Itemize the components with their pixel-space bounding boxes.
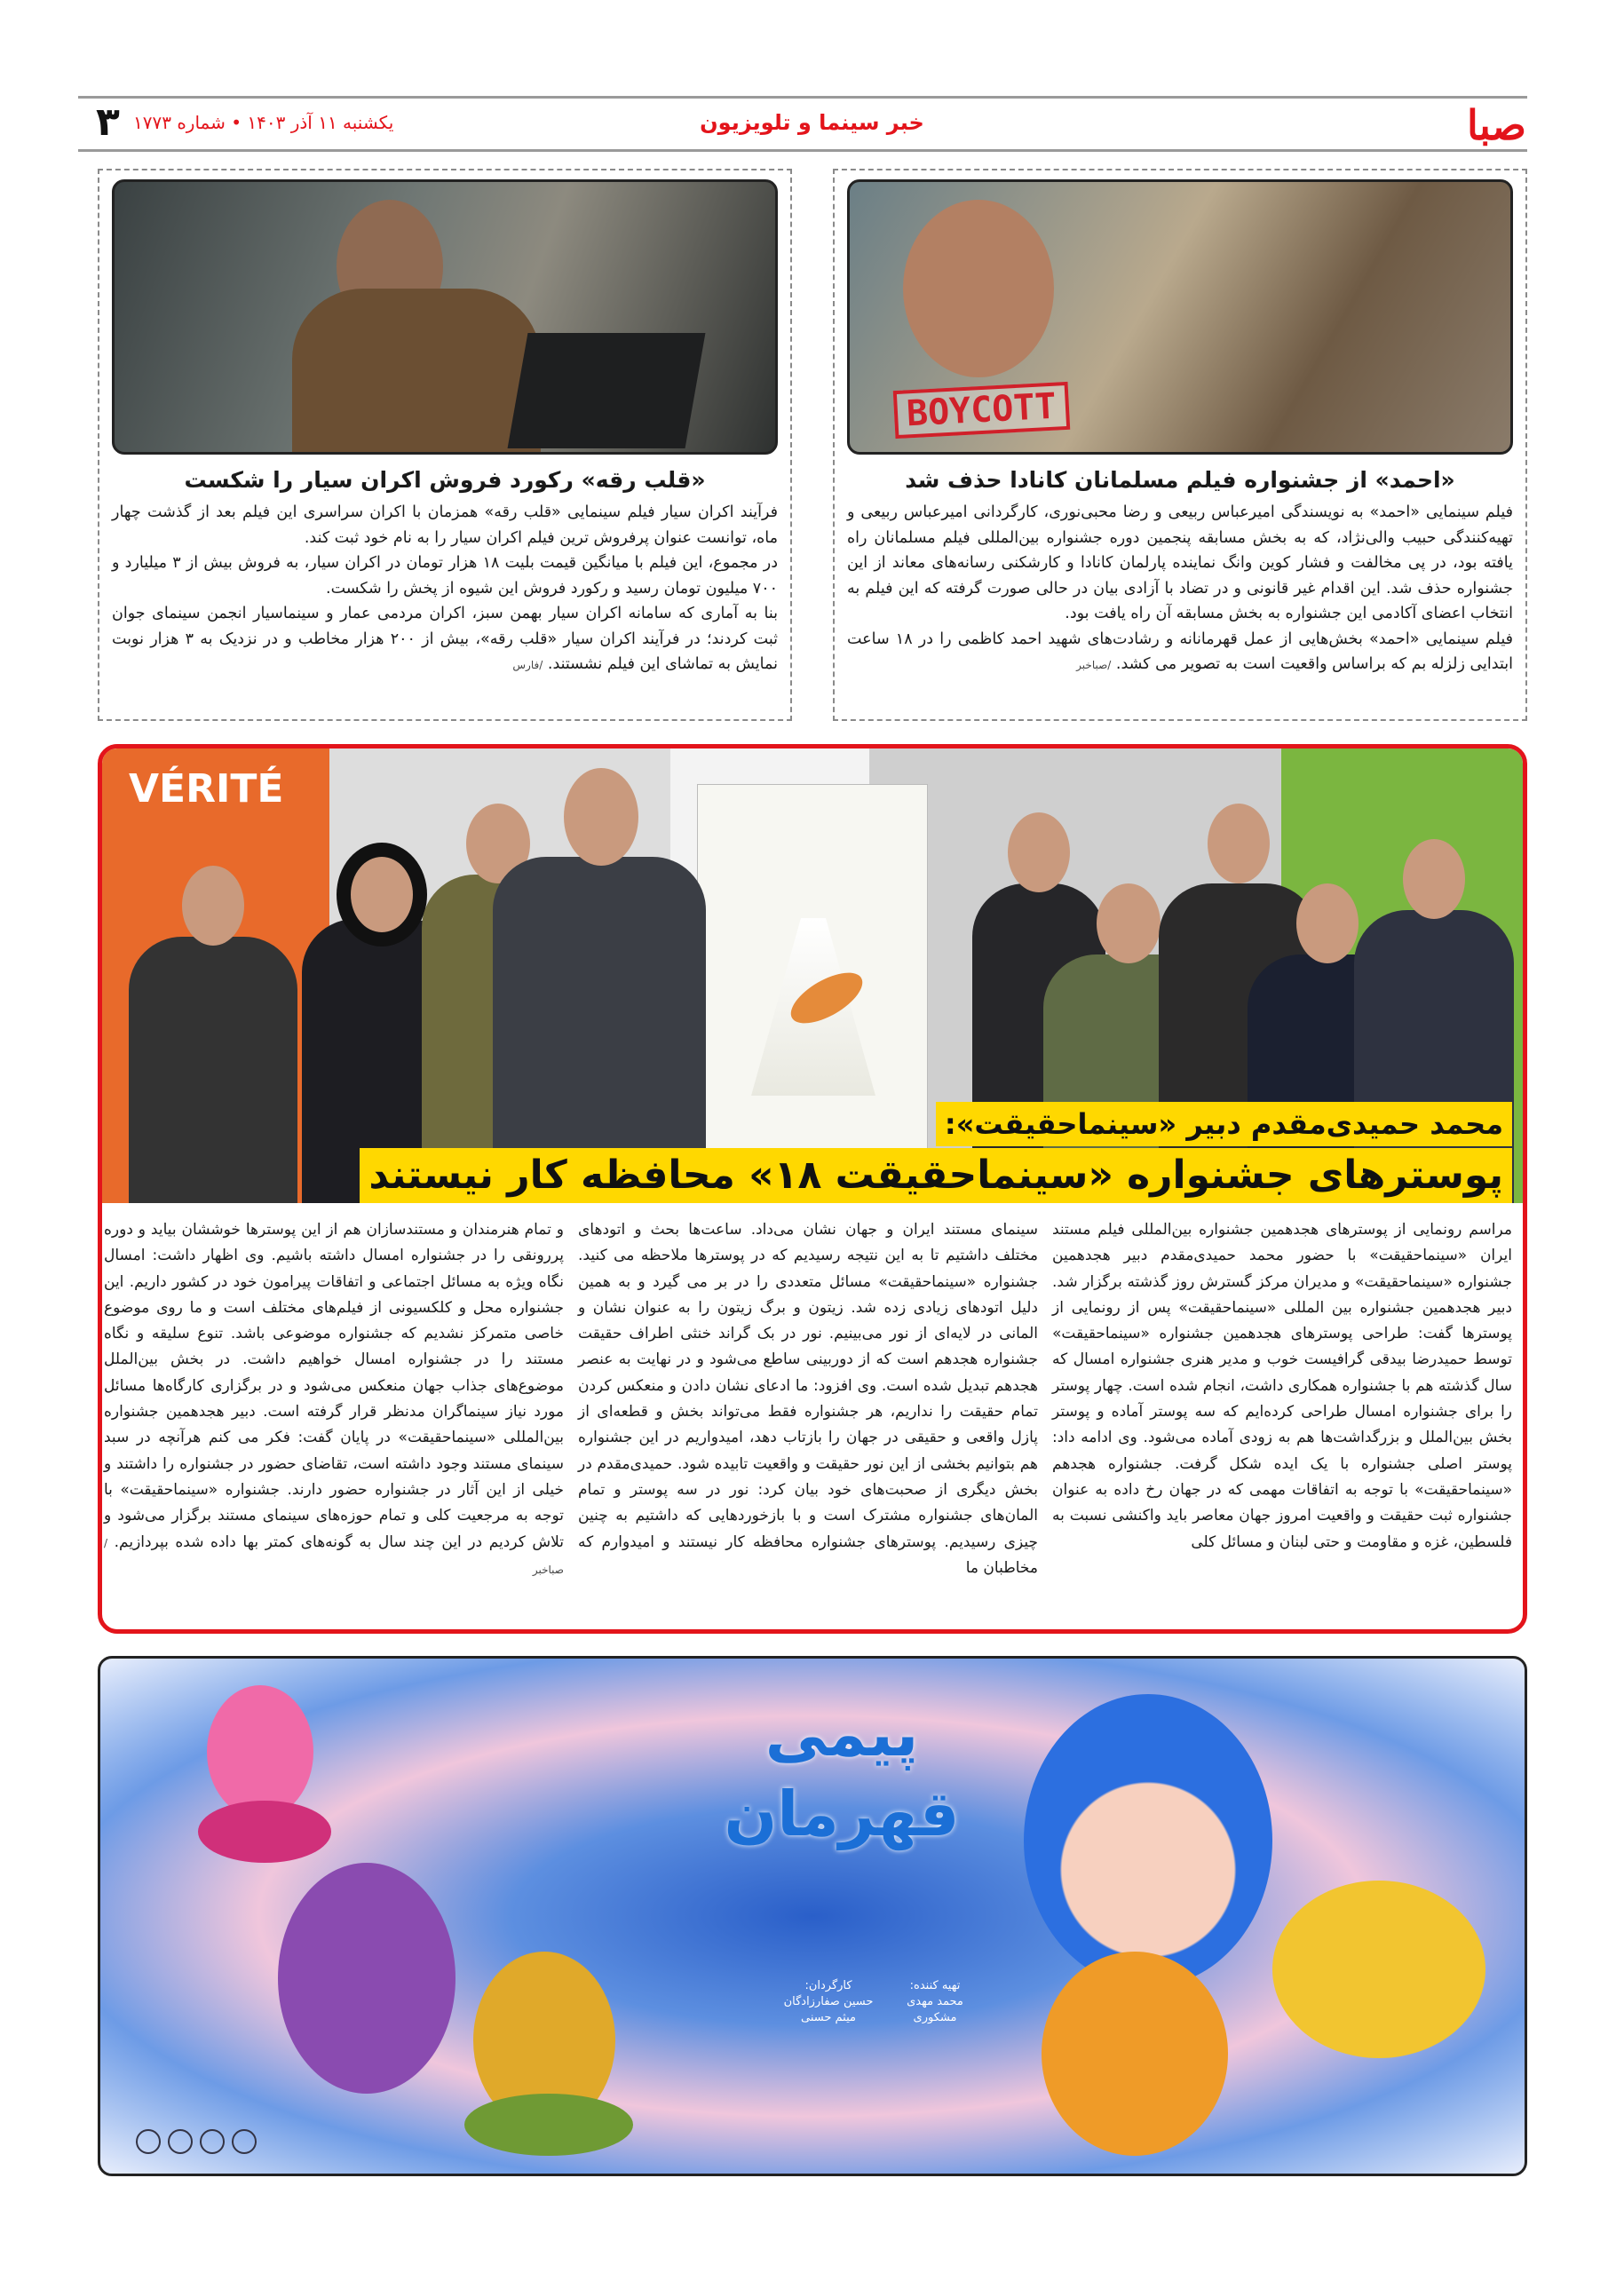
hoverboard — [464, 2094, 633, 2156]
page-number: ۳ — [96, 99, 120, 145]
poster-title-logo: پیمی قهرمان — [724, 1698, 960, 1850]
actor-body — [292, 289, 541, 455]
sponsor-logos — [136, 2129, 269, 2156]
section-title: خبر سینما و تلویزیون — [700, 110, 924, 135]
producer-credit: تهیه کننده: محمد مهدی مشکوری — [907, 1979, 963, 2024]
article-source: /صباخبر — [104, 1536, 564, 1576]
feature-article — [98, 744, 1527, 1634]
robot-vehicle — [1272, 1881, 1485, 2058]
header-top-rule — [78, 96, 1527, 99]
feature-column-1: مراسم رونمایی از پوسترهای هجدهمین جشنواره بین‌المللی فیلم مستند ایران «سینماحقیقت» با حضور محمد حمیدی‌مقدم دبیر هجدهمین جشنواره «سینماحقیقت» و مدیران مرکز گسترش روز گذشته برگزار شد. دبیر هجدهمین جشنواره بین المللی «سینماحقیقت» پس از رونمایی از پوسترها گفت: طراحی پوسترهای هجدهمین جشنواره «سینماحقیقت» توسط حمیدرضا بیدقی گرافیست خوب و مدیر هنری جشنواره امسال که سال گذشته هم با جشنواره همکاری داشت، انجام شده است. چهار پوستر را برای جشنواره امسال طراحی کرده‌ایم که سه پوستر آماده و پوستر بخش بین‌الملل و بزرگداشت‌ها هم به زودی آماده می‌شود. وی ادامه داد: پوستر اصلی جشنواره با یک ایده شکل گرفت. جشنواره هجدهم «سینماحقیقت» با توجه به اتفاقات مهمی که در جهان رخ داده به عنوان جشنواره ثبت حقیقت و واقعیت امروز جهان معاصر باید واکنشی نسبت به فلسطین، غزه و مقاومت و حتی لبنان و مسائل کلی — [1052, 1221, 1512, 1551]
director-credit: کارگردان: حسین صفارزادگان میثم حسنی — [783, 1979, 874, 2024]
newspaper-logo[interactable]: صبا — [1467, 101, 1526, 149]
article-paragraph: فرآیند اکران سیار فیلم سینمایی «قلب رقه» همزمان با اکران سراسری این فیلم بعد از گذشت چهار ماه، توانست عنوان پرفروش ترین فیلم اکران سیار را به نام خود ثبت کند. — [112, 503, 778, 547]
festival-poster — [697, 784, 928, 1166]
article-ahmad — [833, 169, 1527, 721]
dateline: یکشنبه ۱۱ آذر ۱۴۰۳ • شماره ۱۷۷۳ — [133, 112, 394, 133]
article-ghalb-raghe — [98, 169, 792, 721]
article-paragraph: در مجموع، این فیلم با میانگین قیمت بلیت ۱۸ هزار تومان در اکران سیار، به فروش بیش از ۳ میلیارد و ۷۰۰ میلیون تومان رسید و رکورد فروش این شیوه از پخش را شکست. — [112, 554, 778, 598]
person — [129, 937, 297, 1203]
feature-headline: پوسترهای جشنواره «سینماحقیقت ۱۸» محافظه کار نیستند — [360, 1148, 1512, 1203]
article-paragraph: فیلم سینمایی «احمد» بخش‌هایی از عمل قهرمانانه و رشادت‌های شهید احمد کاظمی را در ۱۸ ساعت ابتدایی زلزله بم که براساس واقعیت است به تصویر می کشد. /صباخبر — [847, 630, 1513, 673]
boycott-stamp: BOYCOTT — [893, 382, 1070, 439]
article-source: /فارس — [512, 659, 543, 671]
article-source: /صباخبر — [1076, 659, 1112, 671]
feature-column-2: سینمای مستند ایران و جهان نشان می‌داد. ساعت‌ها بحث و اتودهای مختلف داشتیم تا به این نتیجه رسیدیم که در پوسترها ملاحظه می کنید. جشنواره «سینماحقیقت» مسائل متعددی را در بر می گیرد و به همین دلیل اتودهای زیادی زده شد. زیتون و برگ زیتون را به عنوان نشان و المانی در لایه‌ای از نور می‌بینیم. نور در بک گراند خنثی اطراف حقیقت جشنواره هجدهم است که از دوربینی ساطع می‌شود و در نهایت به عنصر هجدهم تبدیل شده است. وی افزود: ما ادعای نشان دادن و منعکس کردن تمام حقیقت را نداریم، هر جشنواره فقط می‌تواند بخش و قطعه‌ای از پازل واقعی و حقیقی در جهان را بازتاب دهد، امیدواریم در این جشنواره هم بتوانیم بخشی از این نور حقیقت و واقعیت تابیده شود. حمیدی‌مقدم در بخش دیگری از صحبت‌های خود بیان کرد: نور در سه پوستر و تمام المان‌های جشنواره مشترک است و با بازخوردهایی که داشتیم به چنین چیزی رسیدیم. پوسترهای جشنواره محافظه کار نیستند و امیدوارم که مخاطبان ما — [578, 1221, 1038, 1577]
feature-column-3: و تمام هنرمندان و مستندسازان هم از این پوسترها خوششان بیاید و دوره پررونقی را در جشنواره امسال داشته باشیم. وی اظهار داشت: امسال نگاه ویژه به مسائل اجتماعی و اتفاقات پیرامون خود در کشور داریم. این جشنواره محل و کلکسیونی از فیلم‌های مختلف است و ما روی موضوع خاصی متمرکز نشدیم که جشنواره موضوعی باشد. تنوع سلیقه و نگاه مستند را در جشنواره امسال خواهیم داشت. در بخش بین‌الملل موضوع‌های جذاب جهان منعکس می‌شود و در برگزاری کارگاه‌ها مسائل مورد نیاز سینماگران مدنظر قرار گرفته است. دبیر هجدهمین جشنواره بین‌المللی «سینماحقیقت» در پایان گفت: فکر می کنم هرآنچه در سبد سینمای مستند وجود داشته است، تقاضای حضور در جشنواره را داشتند و خیلی از این آثار در جشنواره حضور دارند. جشنواره «سینماحقیقت» با توجه به مرجعیت کلی و تمام حوزه‌های سینمای مستند برگزار می‌شود و تلاش کردیم در این چند سال به گونه‌های کمتر بها داده شده بپردازیم. /صباخبر — [104, 1221, 564, 1576]
actor-face — [903, 200, 1054, 377]
animation-poster-ad[interactable] — [98, 1656, 1527, 2176]
pink-character — [207, 1685, 313, 1818]
bearded-character — [278, 1863, 456, 2094]
backdrop-logo: VÉRITÉ — [129, 766, 284, 812]
article-paragraph: بنا به آماری که سامانه اکران سیار بهمن سبز، اکران مردمی عمار و سینماسیار انجمن سینمای جوان ثبت کردند؛ در فرآیند اکران سیار «قلب رقه»، بیش از ۲۰۰ هزار مخاطب و در نزدیک به ۳ هزار نوبت نمایش به تماشای این فیلم نشستند. /فارس — [112, 605, 778, 673]
article-paragraph: فیلم سینمایی «احمد» به نویسندگی امیرعباس ربیعی و رضا محبی‌نوری، کارگردانی امیرعباس ربیعی و تهیه‌کنندگی حبیب والی‌نژاد، که به بخش مسابقه پنجمین دوره جشنواره بین‌المللی فیلم مسلمانان راه یافته بود، در پی مخالفت و فشار کوین وانگ نماینده پارلمان کانادا و کارشکنی رسانه‌های معاند از این جشنواره حذف شد. این اقدام غیر قانونی و در تضاد با آزادی بیان در حالی صورت گرفته که این فیلم به انتخاب اعضای آکادمی این جشنواره به بخش مسابقه آن راه یافت بود. — [847, 503, 1513, 622]
article-photo — [112, 179, 778, 455]
blue-haired-girl — [1024, 1694, 1272, 1987]
header-bottom-rule — [78, 149, 1527, 152]
feature-kicker: محمد حمیدی‌مقدم دبیر «سینماحقیقت»: — [936, 1102, 1512, 1146]
hoverboard — [198, 1801, 331, 1863]
girl-body — [1042, 1952, 1228, 2156]
article-photo — [847, 179, 1513, 455]
article-title: «احمد» از جشنواره فیلم مسلمانان کانادا حذف شد — [905, 467, 1455, 493]
laptop — [508, 333, 706, 448]
article-title: «قلب رقه» رکورد فروش اکران سیار را شکست — [184, 467, 706, 493]
